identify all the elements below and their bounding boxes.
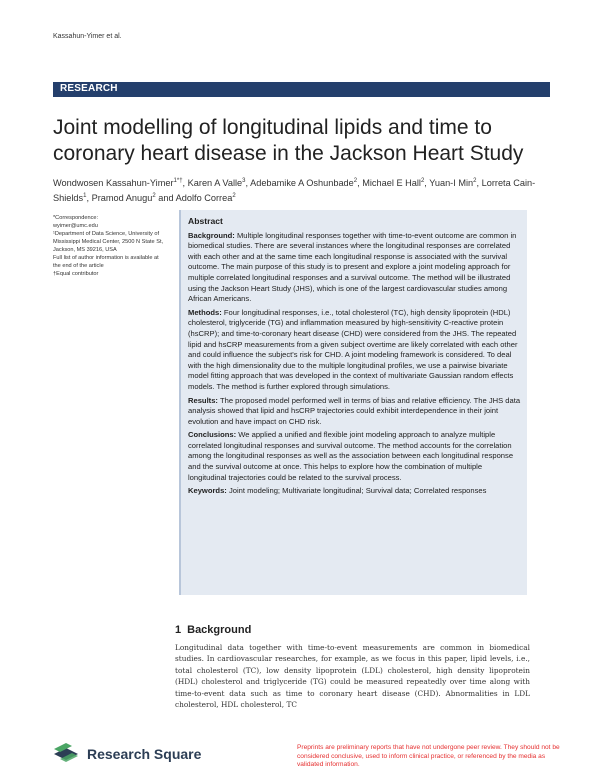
running-head: Kassahun-Yimer et al. [53,33,122,40]
abstract-conclusions-label: Conclusions: [188,430,237,440]
author-name: , Adebamike A Oshunbade [245,178,354,189]
correspondence-label: *Correspondence: [53,215,99,221]
author-affiliation-sup: 2 [420,178,425,184]
abstract-keywords [188,486,521,497]
author-affiliation-sup: 1 [83,193,87,200]
author-affiliation-sup: 2 [152,193,156,200]
author-list [53,175,550,205]
equal-contributor-note: †Equal contributor [53,271,99,277]
abstract-background [188,231,521,305]
section-title: Background [187,624,252,636]
abstract-results [188,396,521,428]
abstract-conclusions-text: We applied a unified and flexible joint modeling approach to analyze multiple correlated longitudinal responses and survival outcome. The method accounts for the correlation among the longitudinal responses as well as the association between each longitudinal response and the survival outcome at once. This helps to explore how the combination of multiple longitudinal trajectories could be related to the survival process. [188,430,514,482]
affiliation-note: ¹Department of Data Science, University of Mississippi Medical Center, 2500 N State St, Jackson, MS 39216, USA [53,231,164,253]
correspondence-notes [53,214,165,278]
author-name: Wondwosen Kassahun-Yimer [53,178,174,189]
abstract-methods-label: Methods: [188,307,222,317]
abstract-methods-text: Four longitudinal responses, i.e., total cholesterol (TC), high density lipoprotein (HDL) cholesterol, triglyceride (TG) and inflammation measured by high-sensitivity C-reactive protein (hsCRP); and time-to-coronary heart disease (CHD) were considered from the JHS. The repeated lipid and hsCRP measurements from a given subject overtime are likely correlated with each other and could influence the subject's risk for CHD. A joint modeling framework is considered. To deal with the high dimensionality due to the multiple longitudinal profiles, we use a pairwise bivariate model fitting approach that was developed in the context of multivariate Gaussian random effects models. The method is further explored through simulations. [188,307,518,391]
section-label-bar [53,82,550,97]
abstract-box [179,210,527,595]
author-affiliation-sup: 2 [473,178,477,184]
abstract-results-text: The proposed model performed well in terms of bias and relative efficiency. The JHS data analysis showed that lipid and hsCRP trajectories could exhibit interdependence in their joint evolution and have impact on CHD risk. [188,395,521,426]
section-heading-background [175,624,251,636]
author-affiliation-sup: 2 [232,193,236,200]
abstract-background-text: Multiple longitudinal responses together with time-to-event outcome are common in biomedical studies. There are several instances where the longitudinal responses are correlated with each other and at the same time each longitudinal response is associated with the survival outcome. The main purpose of this study is to present and explore a joint modeling approach for multiple correlated longitudinal responses and a survival outcome. The method will be illustrated using the Jackson Heart Study (JHS), which is one of the largest cardiovascular studies among African Americans. [188,230,517,304]
abstract-keywords-label: Keywords: [188,486,227,496]
abstract-background-label: Background: [188,230,235,240]
paper-title: Joint modelling of longitudinal lipids and time to coronary heart disease in the Jackson Heart Study [53,116,524,165]
author-affiliation-sup: 1*† [173,178,183,184]
background-paragraph: Longitudinal data together with time-to-event measurements are common in biomedical studies. In cardiovascular researches, for example, as we focus in this paper, lipid levels, i.e., total cholesterol (TC), low density lipoprotein (LDL) cholesterol, high density lipoprotein (HDL) cholesterol and triglyceride (TG) could be measured repeatedly over time along with time-to-event data such as time to coronary heart disease (CHD). Abnormalities in LDL cholesterol, HDL cholesterol, TC [175,643,530,710]
correspondence-email[interactable]: wyimer@umc.edu [53,223,98,229]
author-name: and Adolfo Correa [155,193,233,204]
abstract-heading: Abstract [188,216,223,226]
research-square-logo[interactable] [50,740,230,766]
abstract-conclusions [188,430,521,483]
author-affiliation-sup: 2 [353,178,358,184]
preprint-disclaimer: Preprints are preliminary reports that have not undergone peer review. They should not be considered conclusive, used to inform clinical practice, or referenced by the media as validated information. [297,744,560,769]
abstract-results-label: Results: [188,395,218,405]
author-info-note: Full list of author information is available at the end of the article [53,255,159,269]
author-name: , Yuan-I Min [424,178,474,189]
author-name: , Lorreta Cain-Shields [53,178,536,204]
section-label: RESEARCH [60,83,118,94]
author-affiliation-sup: 3 [242,178,246,184]
research-square-logo-text: Research Square [87,746,202,762]
abstract-methods [188,308,521,393]
research-square-logo-icon [50,740,82,766]
author-name: , Karen A Valle [182,178,243,189]
author-name: , Pramod Anugu [86,193,153,204]
section-number: 1 [175,624,182,636]
author-name: , Michael E Hall [357,178,421,189]
abstract-keywords-text: Joint modeling; Multivariate longitudinal; Survival data; Correlated responses [228,486,487,496]
